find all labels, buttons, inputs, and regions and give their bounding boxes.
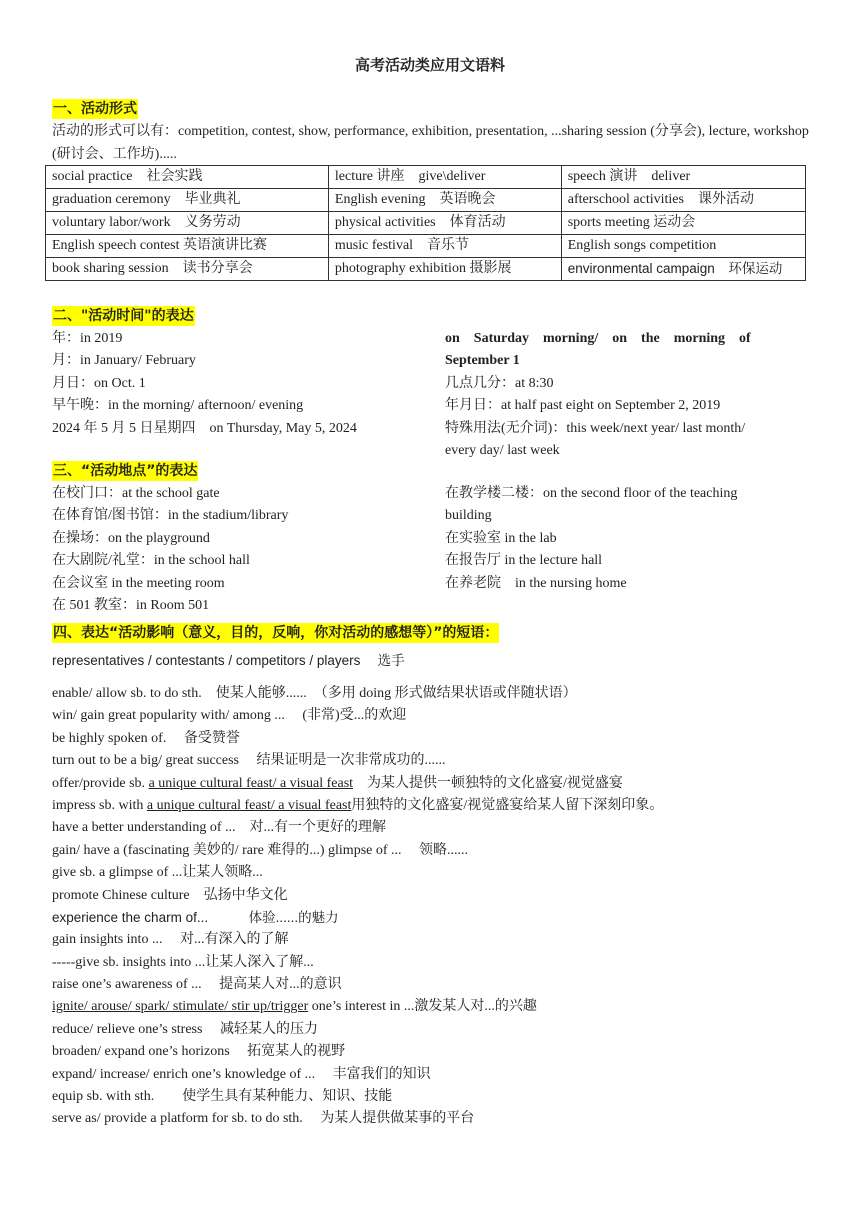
place-lecture-hall: 在报告厅 in the lecture hall [445, 553, 603, 569]
impact-phrase-list [52, 683, 832, 1131]
page-title: 高考活动类应用文语料 [354, 56, 505, 74]
phrase-promote-culture: promote Chinese culture 弘扬中华文化 [52, 887, 288, 903]
table-cell: social practice 社会实践 [46, 166, 329, 189]
place-nursing-home: 在养老院 in the nursing home [445, 575, 627, 591]
phrase-raise-awareness: raise one’s awareness of ... 提高某人对...的意识 [52, 977, 342, 993]
phrase-better-understanding: have a better understanding of ... 对...有一个更好的理解 [52, 820, 386, 836]
table-cell: book sharing session 读书分享会 [46, 258, 329, 281]
table-cell: afterschool activities 课外活动 [561, 189, 805, 212]
phrase-impress-feast [52, 795, 832, 817]
phrase-gain-insights: gain insights into ... 对...有深入的了解 [52, 932, 289, 948]
phrase-impress-underlined: a unique cultural feast/ a visual feast [146, 797, 352, 813]
table-cell: photography exhibition 摄影展 [328, 258, 561, 281]
phrase-representatives: representatives / contestants / competitors / players 选手 [52, 653, 405, 668]
time-month: 月：in January/ February [52, 353, 196, 369]
phrase-impress-prefix: impress sb. with [52, 797, 147, 813]
time-year: 年：in 2019 [52, 331, 123, 346]
place-room-501: 在 501 教室：in Room 501 [52, 598, 210, 614]
place-school-hall: 在大剧院/礼堂：in the school hall [52, 553, 250, 569]
phrase-glimpse: gain/ have a (fascinating 美妙的/ rare 难得的...) glimpse of ... 领略...... [52, 842, 469, 858]
phrase-give-glimpse: give sb. a glimpse of ...让某人领略... [52, 865, 263, 881]
phrase-offer-feast [52, 773, 832, 795]
phrase-turn-out-success: turn out to be a big/ great success 结果证明是一次非常成功的...... [52, 753, 446, 769]
time-full-datetime: 年月日：at half past eight on September 2, 2019 [445, 398, 721, 414]
phrase-serve-platform: serve as/ provide a platform for sb. to do sth. 为某人提供做某事的平台 [52, 1111, 475, 1127]
phrase-reduce-stress: reduce/ relieve one’s stress 减轻某人的压力 [52, 1021, 318, 1037]
phrase-broaden-horizons: broaden/ expand one’s horizons 拓宽某人的视野 [52, 1044, 346, 1060]
table-cell: English songs competition [561, 235, 805, 258]
table-row [46, 258, 806, 281]
table-cell: music festival 音乐节 [328, 235, 561, 258]
activity-forms-intro: 活动的形式可以有：competition, contest, show, performance, exhibition, presentation, ...sharing session (分享会), lecture, workshop (研讨会、工作坊)..... [52, 124, 809, 162]
table-row [46, 189, 806, 212]
phrase-equip: equip sb. with sth. 使学生具有某种能力、知识、技能 [52, 1089, 393, 1105]
phrase-ignite-verbs: ignite/ arouse/ spark/ stimulate/ stir up/trigger [52, 999, 309, 1015]
section-heading-activity-forms: 一、活动形式 [53, 101, 137, 117]
table-cell: physical activities 体育活动 [328, 212, 561, 235]
phrase-popularity: win/ gain great popularity with/ among ... (非常)受...的欢迎 [52, 708, 407, 724]
time-specific-morning: on Saturday morning/ on the morning of [445, 331, 751, 346]
phrase-ignite-meaning: one’s interest in ...激发某人对...的兴趣 [308, 999, 537, 1015]
place-meeting-room: 在会议室 in the meeting room [52, 575, 225, 591]
place-playground: 在操场：on the playground [52, 530, 210, 546]
place-lab: 在实验室 in the lab [445, 530, 557, 546]
time-special-usage-cont: every day/ last week [445, 443, 560, 459]
time-full-date: 2024 年 5 月 5 日星期四 on Thursday, May 5, 2024 [52, 420, 357, 436]
time-specific-morning-cont: September 1 [445, 353, 520, 369]
phrase-offer-underlined: a unique cultural feast/ a visual feast [148, 775, 354, 791]
time-special-usage: 特殊用法(无介词)：this week/next year/ last month/ [445, 420, 746, 436]
table-cell: English evening 英语晚会 [328, 189, 561, 212]
place-teaching-building: 在教学楼二楼：on the second floor of the teaching [445, 486, 738, 501]
phrase-give-insights: -----give sb. insights into ...让某人深入了解... [52, 954, 314, 970]
time-part-of-day: 早午晚：in the morning/ afternoon/ evening [52, 398, 304, 414]
time-date: 月日：on Oct. 1 [52, 375, 146, 391]
phrase-enrich-knowledge: expand/ increase/ enrich one’s knowledge of ... 丰富我们的知识 [52, 1066, 431, 1082]
phrase-highly-spoken: be highly spoken of. 备受赞誉 [52, 730, 240, 746]
table-cell: voluntary labor/work 义务劳动 [46, 212, 329, 235]
section-heading-activity-place: 三、“活动地点”的表达 [53, 463, 198, 479]
section-heading-activity-time: 二、"活动时间"的表达 [53, 308, 194, 324]
table-cell: lecture 讲座 give\deliver [328, 166, 561, 189]
table-row [46, 166, 806, 189]
phrase-offer-meaning: 为某人提供一顿独特的文化盛宴/视觉盛宴 [353, 775, 623, 791]
place-school-gate: 在校门口：at the school gate [52, 486, 220, 501]
phrase-experience-charm: experience the charm of... 体验......的魅力 [52, 909, 339, 925]
table-row [46, 235, 806, 258]
phrase-enable: enable/ allow sb. to do sth. 使某人能够...... （多用 doing 形式做结果状语或伴随状语） [52, 686, 577, 701]
table-row [46, 212, 806, 235]
time-right-column [445, 328, 810, 462]
table-cell: graduation ceremony 毕业典礼 [46, 189, 329, 212]
time-clock: 几点几分：at 8:30 [445, 375, 554, 391]
phrase-impress-meaning: 用独特的文化盛宴/视觉盛宴给某人留下深刻印象。 [351, 797, 664, 813]
table-cell: speech 演讲 deliver [561, 166, 805, 189]
phrase-ignite-interest [52, 996, 832, 1018]
table-cell: English speech contest 英语演讲比赛 [46, 235, 329, 258]
place-left-column [52, 483, 417, 617]
time-left-column [52, 328, 417, 440]
table-cell: environmental campaign 环保运动 [561, 258, 805, 281]
table-cell: sports meeting 运动会 [561, 212, 805, 235]
place-stadium-library: 在体育馆/图书馆：in the stadium/library [52, 508, 289, 524]
place-teaching-building-cont: building [445, 508, 492, 524]
place-right-column [445, 483, 810, 595]
phrase-offer-prefix: offer/provide sb. [52, 775, 149, 791]
activity-forms-table [45, 165, 806, 281]
section-heading-activity-impact: 四、表达“活动影响（意义，目的，反响，你对活动的感想等）”的短语： [53, 625, 499, 641]
